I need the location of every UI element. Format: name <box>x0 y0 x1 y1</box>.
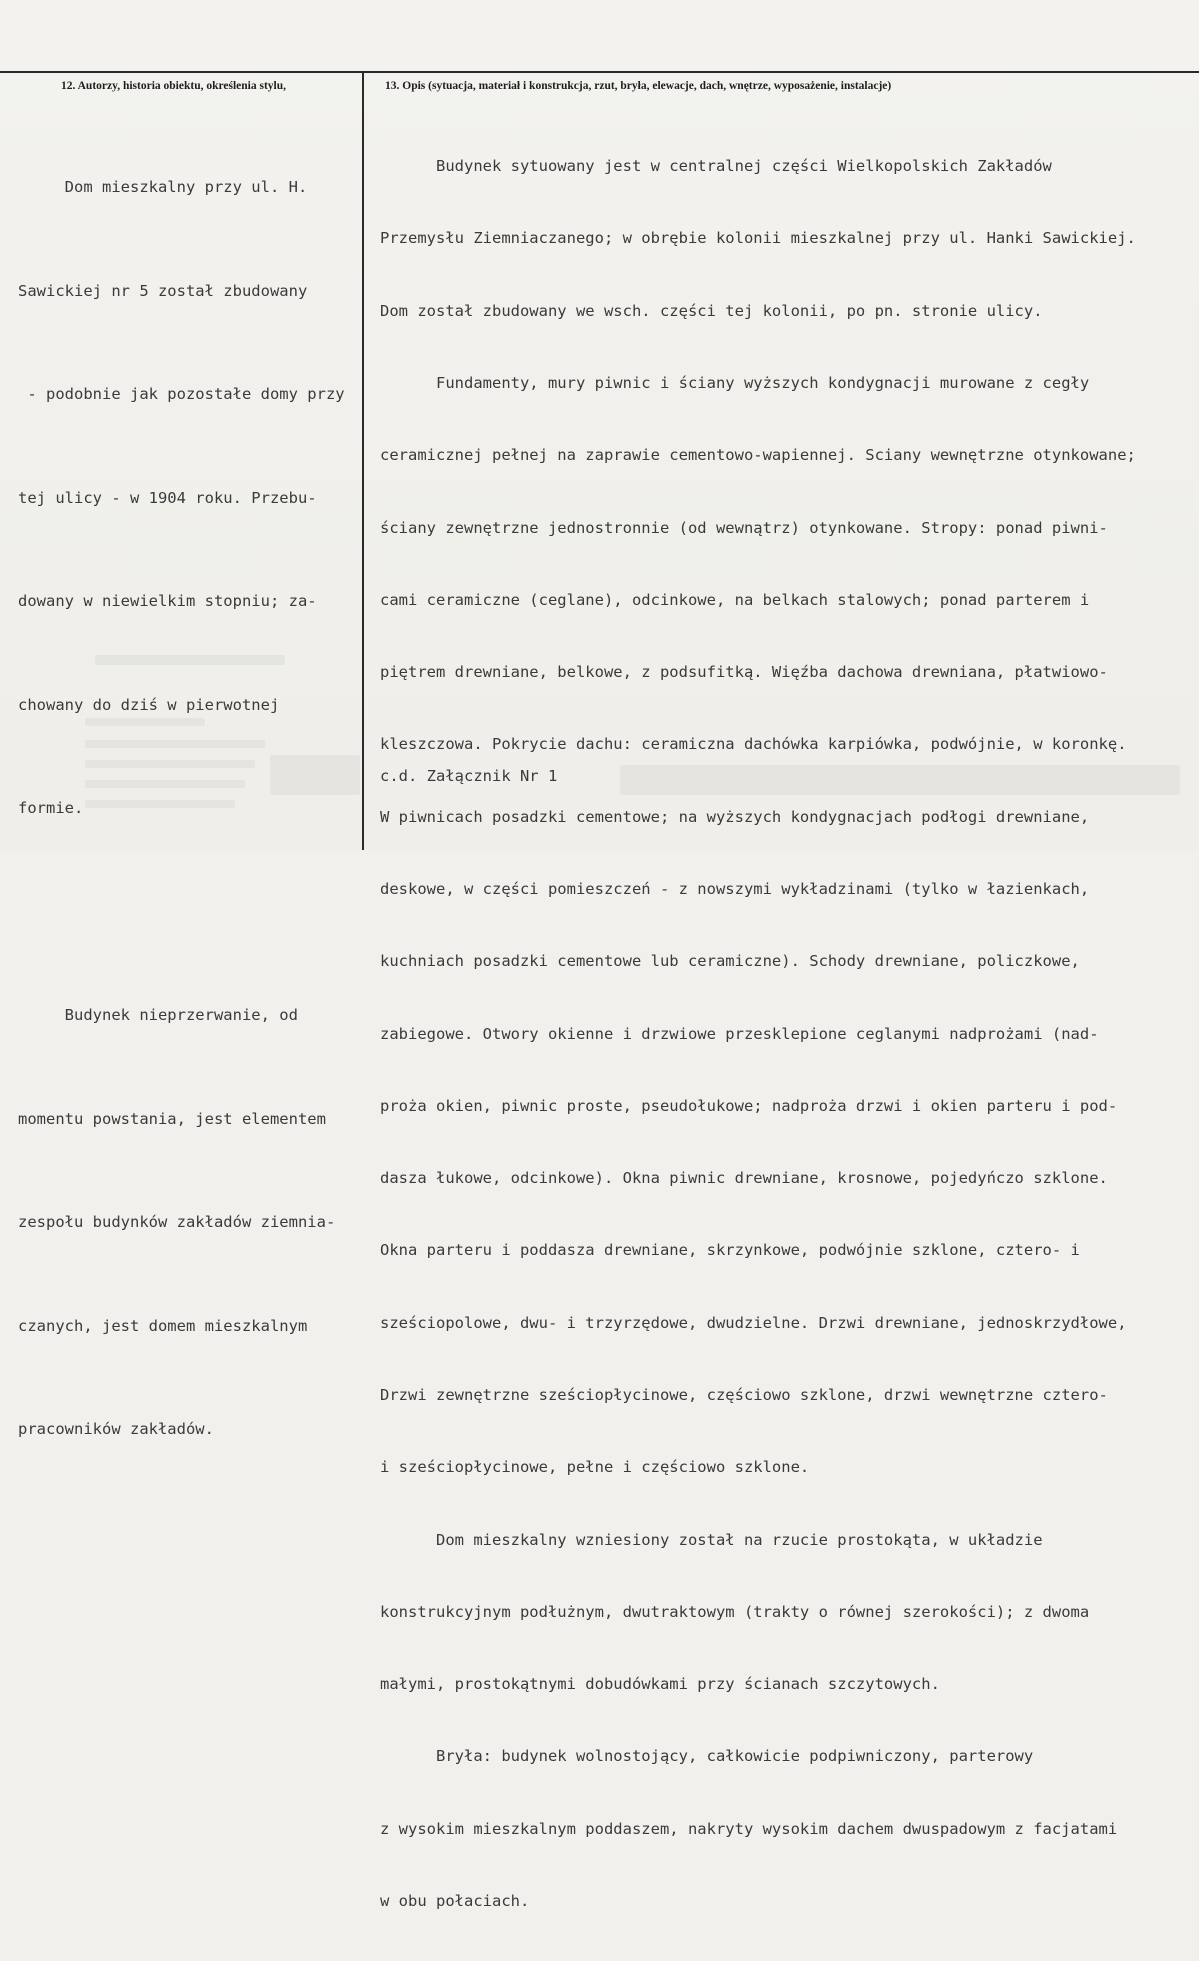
description-line: konstrukcyjnym podłużnym, dwutraktowym (trakty o równej szerokości); z dwoma <box>380 1602 1090 1621</box>
description-line: w obu połaciach. <box>380 1891 530 1910</box>
history-line: czanych, jest domem mieszkalnym <box>18 1316 308 1335</box>
description-line: Przemysłu Ziemniaczanego; w obrębie kolonii mieszkalnej przy ul. Hanki Sawickiej. <box>380 229 1136 248</box>
description-line: z wysokim mieszkalnym poddaszem, nakryty wysokim dachem dwuspadowym z facjatami <box>380 1819 1118 1838</box>
description-line: Budynek sytuowany jest w centralnej części Wielkopolskich Zakładów <box>380 157 1052 176</box>
description-line: Dom został zbudowany we wsch. części tej kolonii, po pn. stronie ulicy. <box>380 301 1043 320</box>
description-line: W piwnicach posadzki cementowe; na wyższych kondygnacjach podłogi drewniane, <box>380 807 1090 826</box>
history-line: dowany w niewielkim stopniu; za- <box>18 592 317 610</box>
description-line: Fundamenty, mury piwnic i ściany wyższych kondygnacji murowane z cegły <box>380 374 1090 393</box>
history-line: pracowników zakładów. <box>18 1420 214 1438</box>
description-line: Drzwi zewnętrzne sześciopłycinowe, częściowo szklone, drzwi wewnętrzne cztero- <box>380 1385 1108 1404</box>
description-line: Dom mieszkalny wzniesiony został na rzucie prostokąta, w układzie <box>380 1530 1043 1549</box>
history-line: zespołu budynków zakładów ziemnia- <box>18 1213 336 1231</box>
history-line <box>18 895 358 930</box>
top-rule <box>0 71 1199 73</box>
section-12-header: 12. Autorzy, historia obiektu, określenia stylu, <box>61 80 287 92</box>
history-line: Sawickiej nr 5 został zbudowany <box>18 281 308 300</box>
history-line: Budynek nieprzerwanie, od <box>18 1006 298 1024</box>
history-line: chowany do dziś w pierwotnej <box>18 695 280 714</box>
history-line: momentu powstania, jest elementem <box>18 1109 326 1128</box>
description-line: proża okien, piwnic proste, pseudołukowe; nadproża drzwi i okien parteru i pod- <box>380 1096 1118 1115</box>
description-line: ceramicznej pełnej na zaprawie cementowo-wapiennej. Sciany wewnętrzne otynkowane; <box>380 446 1136 465</box>
history-line: formie. <box>18 799 84 817</box>
history-line: Dom mieszkalny przy ul. H. <box>18 178 308 196</box>
description-line: ściany zewnętrzne jednostronnie (od wewnątrz) otynkowane. Stropy: ponad piwni- <box>380 518 1108 537</box>
description-line: kuchniach posadzki cementowe lub ceramiczne). Schody drewniane, policzkowe, <box>380 952 1080 971</box>
column-divider <box>362 73 364 850</box>
description-line: kleszczowa. Pokrycie dachu: ceramiczna dachówka karpiówka, podwójnie, w koronkę. <box>380 735 1127 754</box>
description-line: deskowe, w części pomieszczeń - z nowszymi wykładzinami (tylko w łazienkach, <box>380 880 1090 898</box>
description-line: dasza łukowe, odcinkowe). Okna piwnic drewniane, krosnowe, pojedyńczo szklone. <box>380 1169 1108 1188</box>
history-text <box>18 101 358 1516</box>
description-line: piętrem drewniane, belkowe, z podsufitką. Więźba dachowa drewniana, płatwiowo- <box>380 663 1108 682</box>
description-line: zabiegowe. Otwory okienne i drzwiowe przesklepione ceglanymi nadprożami (nad- <box>380 1024 1099 1043</box>
description-line: Bryła: budynek wolnostojący, całkowicie podpiwniczony, parterowy <box>380 1747 1034 1766</box>
description-line: małymi, prostokątnymi dobudówkami przy ścianach szczytowych. <box>380 1675 940 1694</box>
history-line: - podobnie jak pozostałe domy przy <box>18 385 345 403</box>
section-13-header: 13. Opis (sytuacja, materiał i konstrukcja, rzut, bryła, elewacje, dach, wnętrze, wyposażenie, instalacje) <box>385 80 892 92</box>
description-text <box>380 106 1192 1961</box>
description-line: Okna parteru i poddasza drewniane, skrzynkowe, podwójnie szklone, cztero- i <box>380 1241 1080 1260</box>
description-line: cami ceramiczne (ceglane), odcinkowe, na belkach stalowych; ponad parterem i <box>380 590 1090 609</box>
continuation-note: c.d. Załącznik Nr 1 <box>380 767 558 785</box>
history-line: tej ulicy - w 1904 roku. Przebu- <box>18 488 317 507</box>
description-line: i sześciopłycinowe, pełne i częściowo szklone. <box>380 1458 810 1477</box>
description-line: sześciopolowe, dwu- i trzyrzędowe, dwudzielne. Drzwi drewniane, jednoskrzydłowe, <box>380 1313 1127 1332</box>
